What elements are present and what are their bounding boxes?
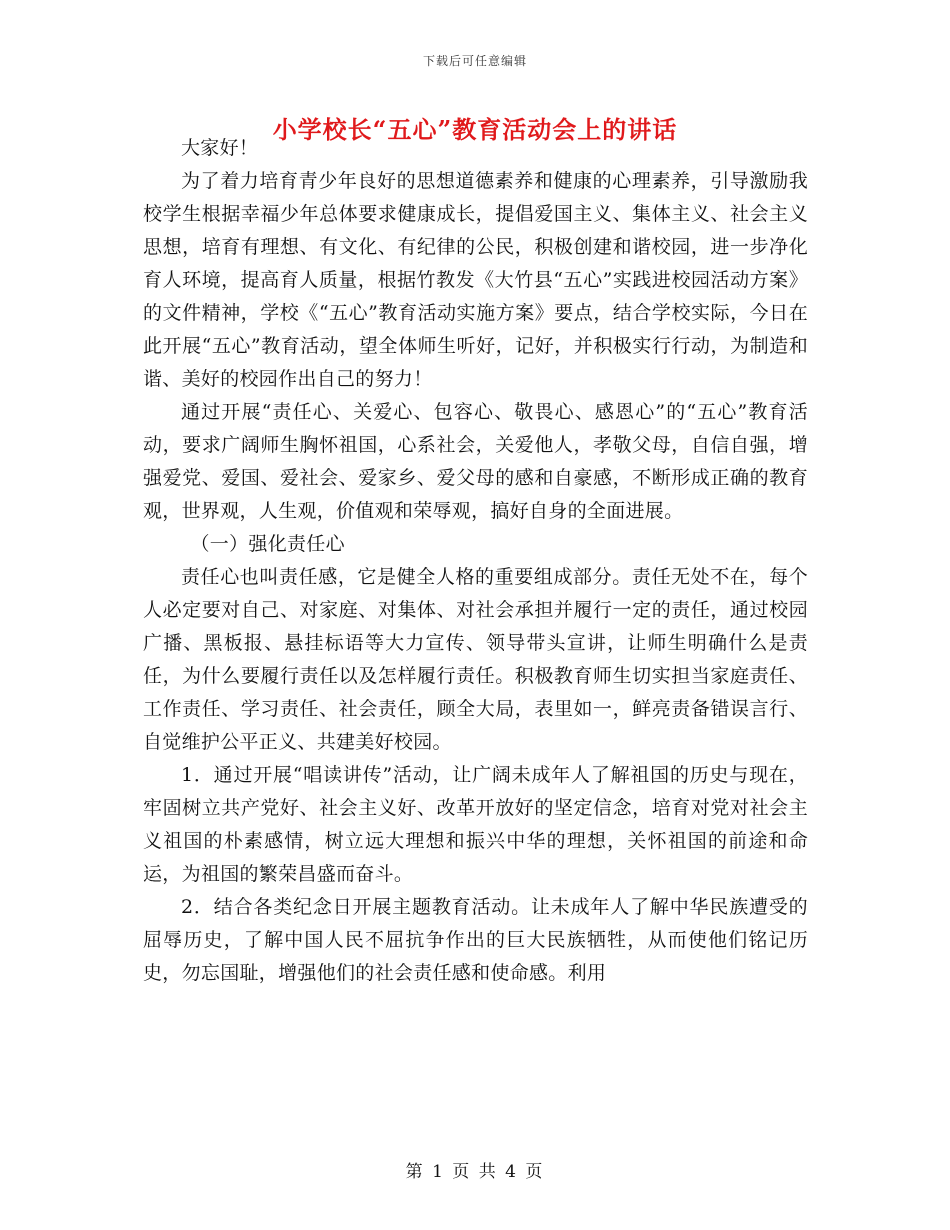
greeting-paragraph: 大家好！	[181, 137, 259, 159]
header-note: 下载后可任意编辑	[422, 54, 527, 68]
document-body	[143, 132, 808, 990]
responsibility-paragraph: 责任心也叫责任感，它是健全人格的重要组成部分。责任无处不在，每个人必定要对自己、对家庭、对集体、对社会承担并履行一定的责任，通过校园广播、黑板报、悬挂标语等大力宣传、领导带头宣讲，让师生明确什么是责任，为什么要履行责任以及怎样履行责任。积极教育师生切实担当家庭责任、工作责任、学习责任、社会责任，顾全大局，表里如一，鲜亮责备错误言行、自觉维护公平正义、共建美好校园。	[143, 566, 808, 753]
item-1-paragraph: 1．通过开展“唱读讲传”活动，让广阔未成年人了解祖国的历史与现在，牢固树立共产党好、社会主义好、改革开放好的坚定信念，培育对党对社会主义祖国的朴素感情，树立远大理想和振兴中华的理想，关怀祖国的前途和命运，为祖国的繁荣昌盛而奋斗。	[143, 764, 808, 885]
document-title: 小学校长“五心”教育活动会上的讲话	[272, 115, 678, 144]
page-number: 第 1 页 共 4 页	[405, 1162, 545, 1182]
five-hearts-paragraph: 通过开展“责任心、关爱心、包容心、敬畏心、感恩心”的“五心”教育活动，要求广阔师生胸怀祖国，心系社会，关爱他人，孝敬父母，自信自强，增强爱党、爱国、爱社会、爱家乡、爱父母的感和自豪感，不断形成正确的教育观，世界观，人生观，价值观和荣辱观，搞好自身的全面进展。	[143, 401, 808, 522]
item-2-paragraph: 2．结合各类纪念日开展主题教育活动。让未成年人了解中华民族遭受的屈辱历史，了解中国人民不屈抗争作出的巨大民族牺牲，从而使他们铭记历史，勿忘国耻，增强他们的社会责任感和使命感。利用	[143, 896, 808, 984]
section-heading: （一）强化责任心	[190, 533, 345, 555]
intro-paragraph: 为了着力培育青少年良好的思想道德素养和健康的心理素养，引导激励我校学生根据幸福少年总体要求健康成长，提倡爱国主义、集体主义、社会主义思想，培育有理想、有文化、有纪律的公民，积极创建和谐校园，进一步净化育人环境，提高育人质量，根据竹教发《大竹县“五心”实践进校园活动方案》的文件精神，学校《“五心”教育活动实施方案》要点，结合学校实际，今日在此开展“五心”教育活动，望全体师生听好，记好，并积极实行行动，为制造和谐、美好的校园作出自己的努力！	[143, 170, 808, 390]
